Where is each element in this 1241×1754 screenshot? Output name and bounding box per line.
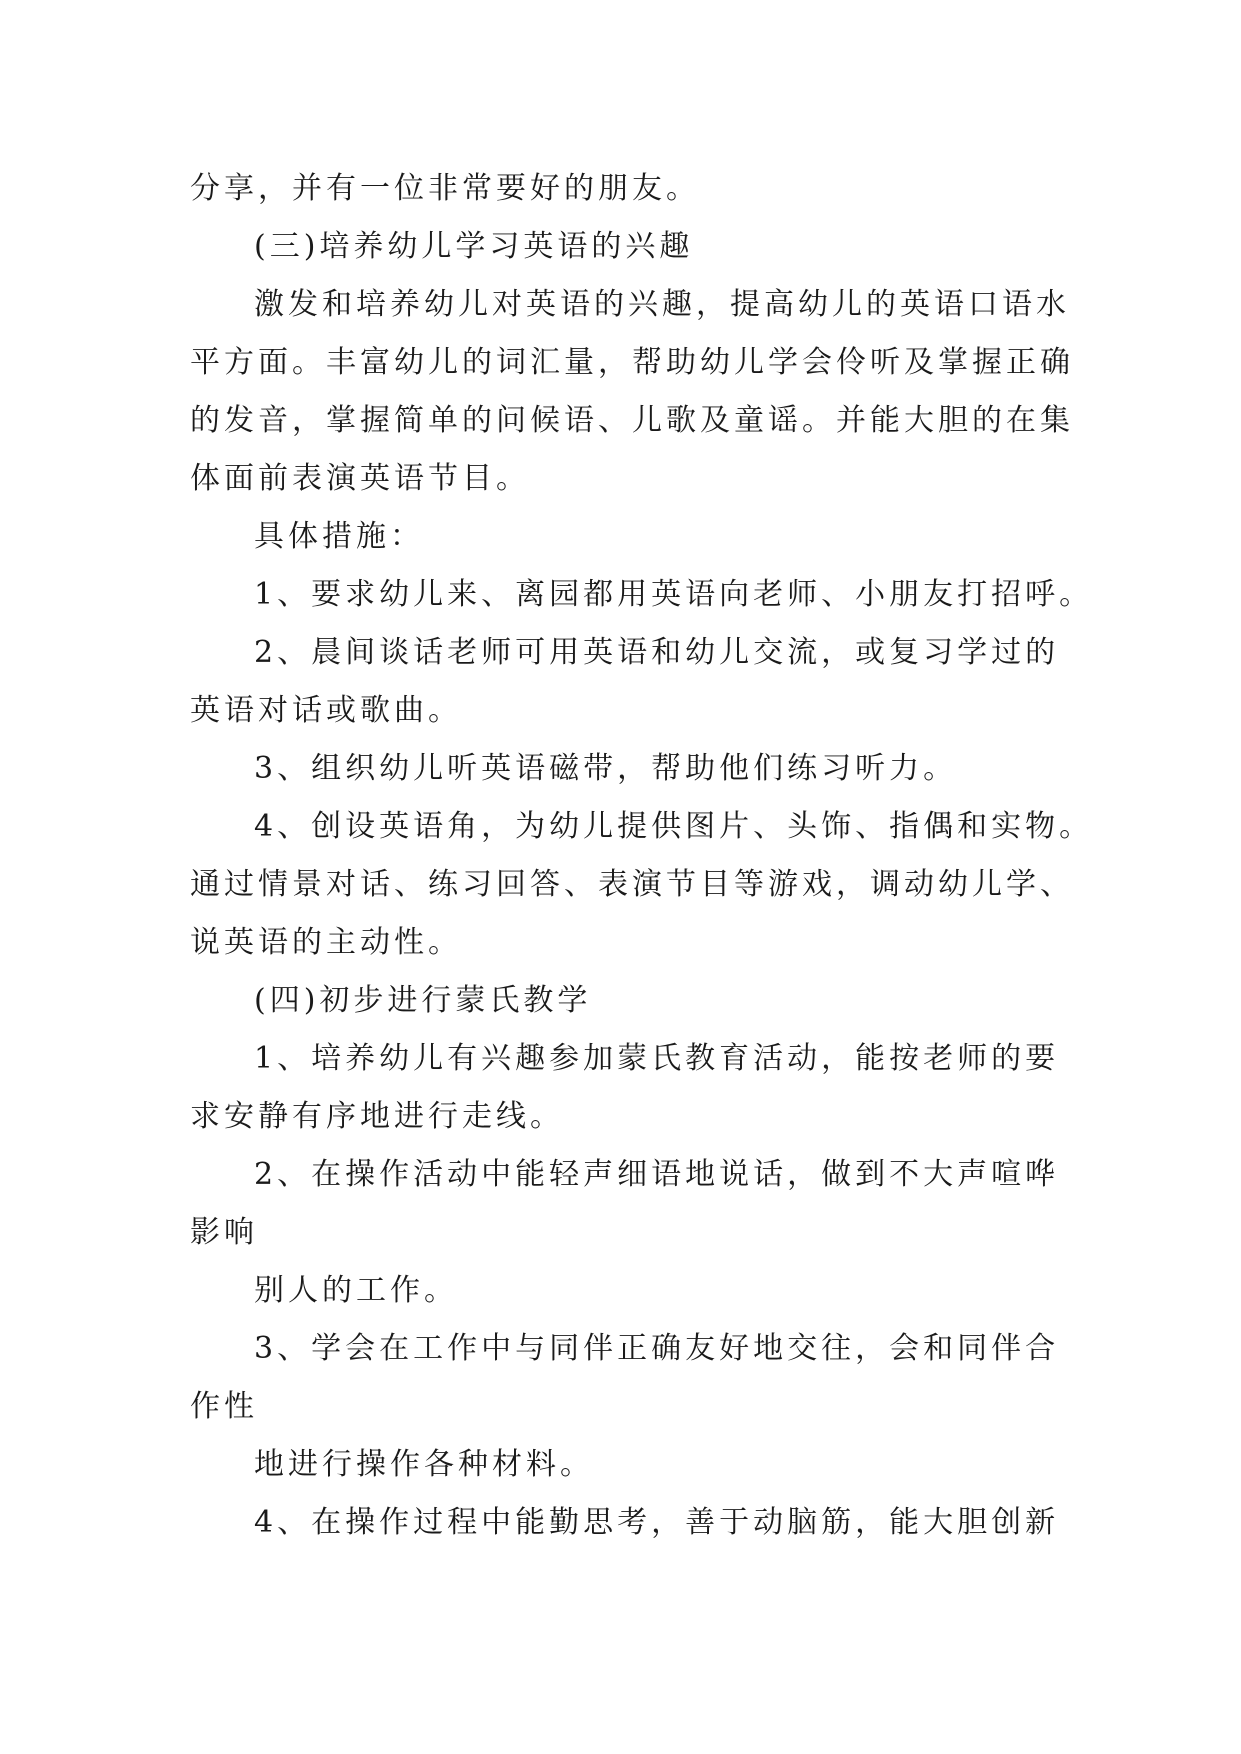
text-line: 体面前表演英语节目。 bbox=[190, 461, 530, 496]
text-line: 分享，并有一位非常要好的朋友。 bbox=[190, 171, 700, 206]
text-line: 1、要求幼儿来、离园都用英语向老师、小朋友打招呼。 bbox=[254, 577, 1094, 612]
text-line: 2、在操作活动中能轻声细语地说话，做到不大声喧哗 bbox=[254, 1157, 1060, 1192]
text-line: 3、学会在工作中与同伴正确友好地交往，会和同伴合 bbox=[254, 1331, 1060, 1366]
text-line: 求安静有序地进行走线。 bbox=[190, 1099, 564, 1134]
text-line: 具体措施： bbox=[254, 519, 424, 554]
text-line: 地进行操作各种材料。 bbox=[254, 1447, 594, 1482]
text-line: 1、培养幼儿有兴趣参加蒙氏教育活动，能按老师的要 bbox=[254, 1041, 1060, 1076]
text-line: 4、创设英语角，为幼儿提供图片、头饰、指偶和实物。 bbox=[254, 809, 1094, 844]
text-line: 平方面。丰富幼儿的词汇量，帮助幼儿学会伶听及掌握正确 bbox=[190, 345, 1074, 380]
text-line: 2、晨间谈话老师可用英语和幼儿交流，或复习学过的 bbox=[254, 635, 1060, 670]
text-line: 说英语的主动性。 bbox=[190, 925, 462, 960]
text-line: 别人的工作。 bbox=[254, 1273, 458, 1308]
text-line: 英语对话或歌曲。 bbox=[190, 693, 462, 728]
text-line: 影响 bbox=[190, 1215, 258, 1250]
text-line: (四)初步进行蒙氏教学 bbox=[254, 983, 592, 1018]
text-line: 作性 bbox=[190, 1389, 258, 1424]
text-line: (三)培养幼儿学习英语的兴趣 bbox=[254, 229, 694, 264]
text-line: 通过情景对话、练习回答、表演节目等游戏，调动幼儿学、 bbox=[190, 867, 1074, 902]
document-body bbox=[190, 160, 1094, 1552]
text-line: 的发音，掌握简单的问候语、儿歌及童谣。并能大胆的在集 bbox=[190, 403, 1074, 438]
text-line: 激发和培养幼儿对英语的兴趣，提高幼儿的英语口语水 bbox=[254, 287, 1070, 322]
text-line: 4、在操作过程中能勤思考，善于动脑筋，能大胆创新 bbox=[254, 1505, 1060, 1540]
text-line: 3、组织幼儿听英语磁带，帮助他们练习听力。 bbox=[254, 751, 958, 786]
